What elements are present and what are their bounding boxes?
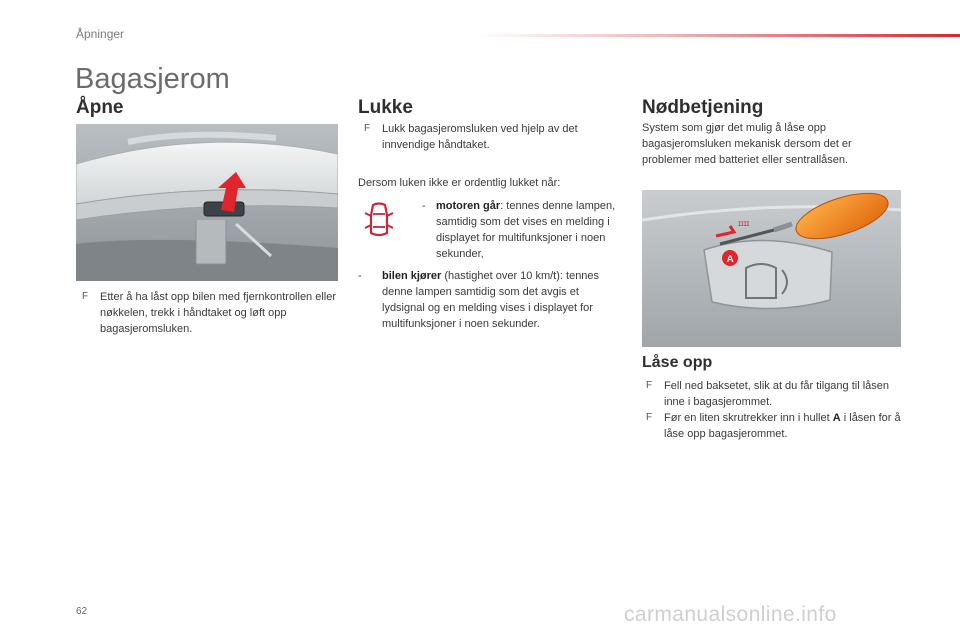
list-item <box>646 410 904 442</box>
bullet-icon: F <box>646 412 653 423</box>
bullet-icon: F <box>82 291 89 302</box>
open-bullet-list <box>82 289 344 337</box>
dash-mark: - <box>358 270 362 282</box>
heading-emergency: Nødbetjening <box>642 97 764 118</box>
bullet-icon: F <box>646 380 653 391</box>
section-label: Åpninger <box>76 27 125 41</box>
condition-engine-running <box>422 198 620 262</box>
open-instruction: Etter å ha låst opp bilen med fjernkontrollen eller nøkkelen, trekk i håndtaket og løft opp bagasjeromsluken. <box>100 291 337 335</box>
figure-emergency-lock <box>642 190 901 347</box>
close-instruction: Lukk bagasjeromsluken ved hjelp av det innvendige håndtaket. <box>382 123 578 151</box>
heading-open: Åpne <box>76 97 124 118</box>
lock-screwdriver-illustration <box>642 190 901 347</box>
close-bullet-list <box>364 121 620 153</box>
heading-close: Lukke <box>358 97 413 118</box>
bullet-icon: F <box>364 123 371 134</box>
list-item <box>82 289 344 337</box>
watermark-text: carmanualsonline.info <box>624 603 837 626</box>
condition-car-driving <box>358 268 620 332</box>
tailgate-illustration <box>76 124 338 281</box>
dash-mark: - <box>422 200 426 212</box>
unlock-step-1: Fell ned baksetet, slik at du får tilgang til låsen inne i bagasjerommet. <box>664 380 890 408</box>
condition-text: (hastighet over 10 km/t): tennes denne lampen samtidig som det avgis et lydsignal og en melding vises i displayet for multifunksjoner i noen sekunder. <box>382 270 600 330</box>
figure-tailgate-handle <box>76 124 338 281</box>
condition-text: : tennes denne lampen, samtidig som det vises en melding i displayet for multifunksjoner i noen sekunder, <box>436 200 616 260</box>
list-item <box>364 121 620 153</box>
list-item <box>646 378 904 410</box>
unlock-step-2-hole-label: A <box>832 412 841 424</box>
unlock-step-2-before: Før en liten skrutrekker inn i hullet <box>664 412 833 424</box>
header-rule <box>476 34 960 37</box>
unlock-step-2-after: i låsen for å låse opp bagasjerommet. <box>664 412 901 440</box>
emergency-description: System som gjør det mulig å låse opp bagasjeromsluken mekanisk dersom det er problemer med batteriet eller sentrallåsen. <box>642 122 852 166</box>
figure-callout-a: A <box>726 254 734 265</box>
page-title: Bagasjerom <box>75 63 230 95</box>
condition-title: motoren går <box>436 200 501 212</box>
heading-unlock: Låse opp <box>642 354 713 371</box>
page-number: 62 <box>76 606 88 617</box>
unlock-bullet-list <box>646 378 904 442</box>
condition-title: bilen kjører <box>382 270 442 282</box>
close-intro: Dersom luken ikke er ordentlig lukket når: <box>358 177 561 189</box>
svg-text:ɪɪɪɪ: ɪɪɪɪ <box>738 219 750 228</box>
open-door-car-icon <box>364 201 394 241</box>
